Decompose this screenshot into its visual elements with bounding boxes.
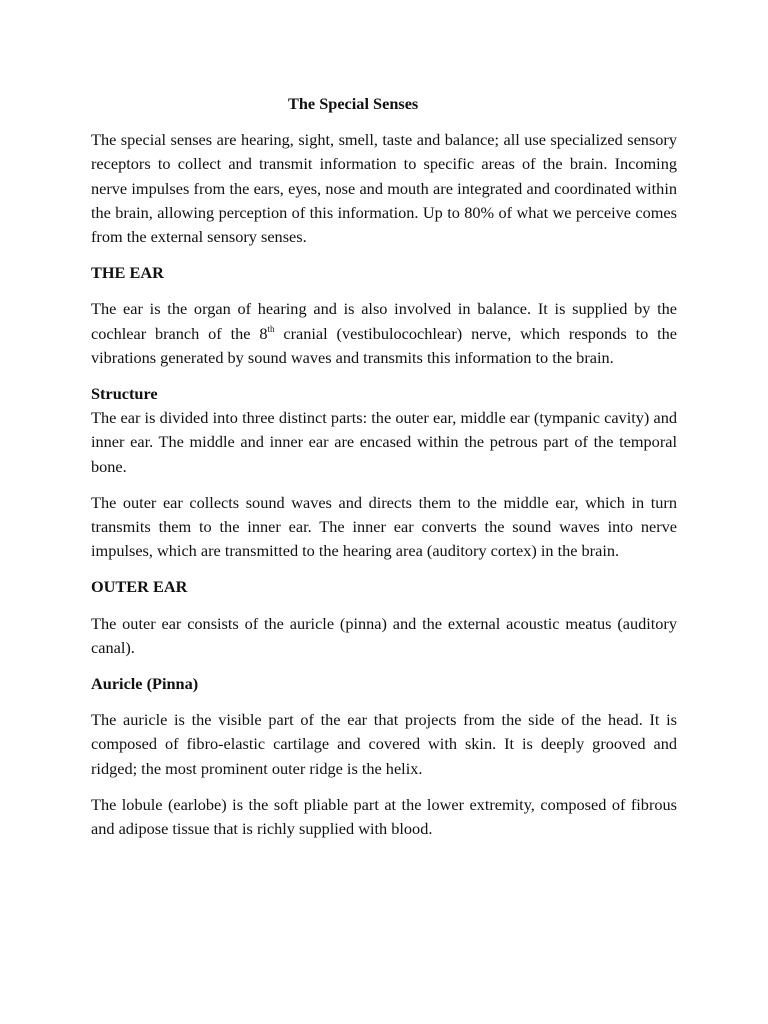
- outer-ear-paragraph: The outer ear consists of the auricle (pinna) and the external acoustic meatus (auditory canal).: [91, 613, 677, 657]
- ear-paragraph-text-end: cranial (vestibulocochlear) nerve, which responds to the vibrations generated by sound waves and transmits this information to the brain.: [91, 323, 677, 367]
- structure-paragraph-2: The outer ear collects sound waves and directs them to the middle ear, which in turn transmits them to the inner ear. The inner ear converts the sound waves into nerve impulses, which are transmitted to the hearing area (auditory cortex) in the brain.: [91, 492, 677, 561]
- section-heading-the-ear: THE EAR: [91, 263, 164, 283]
- ear-paragraph-superscript: th: [267, 323, 275, 334]
- section-heading-outer-ear: OUTER EAR: [91, 577, 188, 597]
- document-title: The Special Senses: [288, 94, 419, 113]
- auricle-paragraph-2: The lobule (earlobe) is the soft pliable part at the lower extremity, composed of fibrous and adipose tissue that is richly supplied with blood.: [91, 794, 677, 839]
- structure-paragraph-1: The ear is divided into three distinct parts: the outer ear, middle ear (tympanic cavity) and inner ear. The middle and inner ear are encased within the petrous part of the temporal bone.: [91, 408, 677, 476]
- document-page: [91, 92, 677, 853]
- section-heading-structure: Structure: [91, 384, 158, 404]
- ear-paragraph: [91, 297, 677, 370]
- auricle-paragraph-1: The auricle is the visible part of the ear that projects from the side of the head. It is composed of fibro-elastic cartilage and covered with skin. It is deeply grooved and ridged; the most prominent outer ridge is the helix.: [91, 710, 677, 778]
- intro-paragraph: The special senses are hearing, sight, smell, taste and balance; all use specialized sensory receptors to collect and transmit information to specific areas of the brain. Incoming nerve impulses from the ears, eyes, nose and mouth are integrated and coordinated within the brain, allowing perception of this information. Up to 80% of what we perceive comes from the external sensory senses.: [91, 130, 677, 247]
- section-heading-auricle: Auricle (Pinna): [91, 674, 199, 694]
- ear-paragraph-text-start: The ear is the organ of hearing and is also involved in balance. It is supplied by the cochlear branch of the 8: [91, 299, 677, 343]
